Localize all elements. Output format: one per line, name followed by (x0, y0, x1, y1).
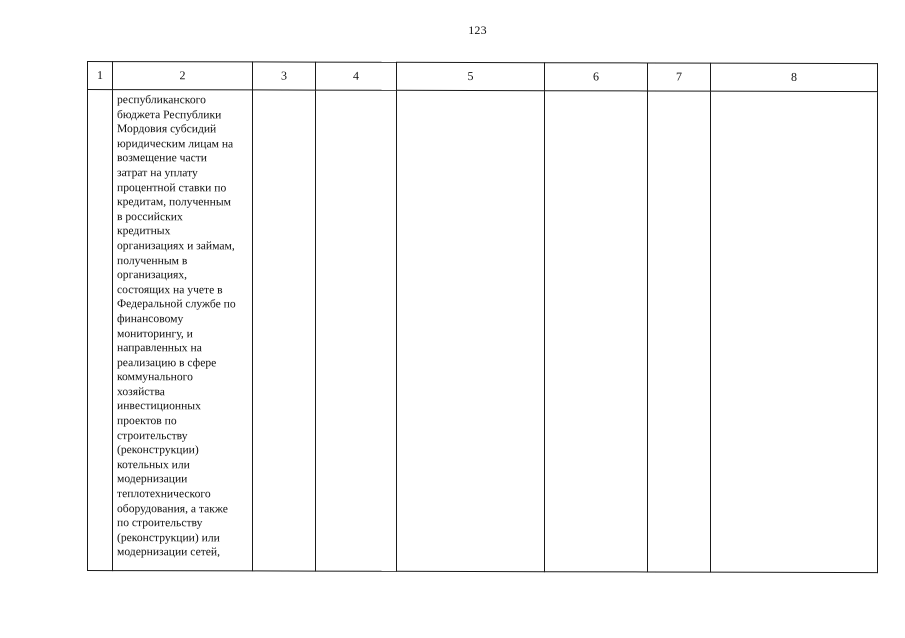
table-cell-4 (316, 90, 397, 571)
column-header-3: 3 (253, 62, 316, 90)
table-cell-5 (397, 90, 545, 571)
table-cell-7 (648, 91, 711, 572)
table-row (88, 90, 878, 573)
table-cell-3 (253, 90, 316, 571)
cell-text-5 (397, 91, 544, 94)
column-header-7: 7 (648, 63, 711, 91)
page-number: 123 (468, 23, 487, 37)
table-cell-6 (545, 91, 648, 572)
cell-text-1 (88, 90, 112, 93)
cell-text-7 (648, 91, 710, 94)
cell-text-4 (316, 91, 396, 94)
column-header-8: 8 (711, 63, 878, 91)
cell-text-8 (711, 92, 877, 95)
column-header-4: 4 (316, 62, 397, 90)
cell-text-3 (253, 90, 315, 93)
column-header-2: 2 (113, 62, 253, 90)
table-header-row (88, 62, 878, 92)
column-header-5: 5 (397, 62, 545, 90)
column-header-6: 6 (545, 63, 648, 91)
table-cell-2 (113, 90, 253, 571)
cell-text-2: республиканского бюджета Республики Мордовия субсидий юридическим лицам на возмещение части затрат на уплату процентной ставки по кредитам, полученным в российских кредитных организациях и займам, полученным в организациях, состоящих на учете в Федеральной службе по финансовому мониторингу, и направленных на реализацию в сфере коммунального хозяйства инвестиционных проектов по строительству (реконструкции) котельных или модернизации теплотехнического оборудования, а также по строительству (реконструкции) или модернизации сетей, (117, 93, 236, 559)
table-cell-1 (88, 90, 113, 571)
column-header-1: 1 (88, 62, 113, 90)
document-table (87, 61, 878, 573)
cell-text-6 (545, 91, 647, 94)
table-cell-8 (711, 91, 878, 572)
